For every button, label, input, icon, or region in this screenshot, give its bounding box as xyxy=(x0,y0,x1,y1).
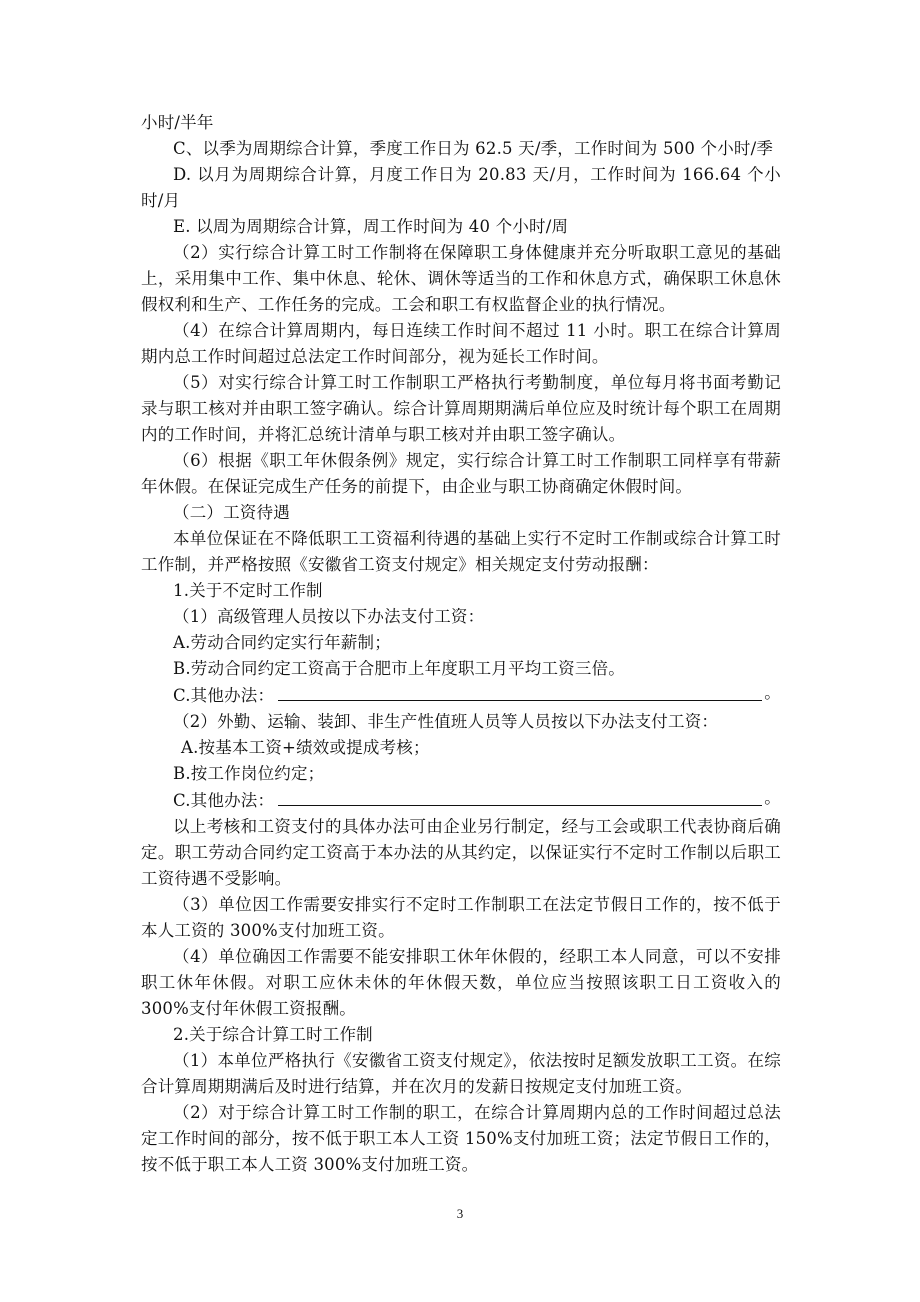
paragraph: C、以季为周期综合计算，季度工作日为 62.5 天/季，工作时间为 500 个小时/季 xyxy=(173,139,774,158)
paragraph: D. 以月为周期综合计算，月度工作日为 20.83 天/月，工作时间为 166.64 个小时/月 xyxy=(141,165,781,210)
paragraph: （2）外勤、运输、装卸、非生产性值班人员等人员按以下办法支付工资： xyxy=(173,712,719,731)
paragraph: （2）实行综合计算工时工作制将在保障职工身体健康并充分听取职工意见的基础上，采用集中工作、集中休息、轮休、调休等适当的工作和休息方式，确保职工休息休假权利和生产、工作任务的完成。工会和职工有权监督企业的执行情况。 xyxy=(141,243,781,314)
fill-in-line xyxy=(141,787,781,814)
paragraph: （4）在综合计算周期内，每日连续工作时间不超过 11 小时。职工在综合计算周期内总工作时间超过总法定工作时间部分，视为延长工作时间。 xyxy=(141,321,781,366)
paragraph: 以上考核和工资支付的具体办法可由企业另行制定，经与工会或职工代表协商后确定。职工劳动合同约定工资高于本办法的从其约定，以保证实行不定时工作制以后职工工资待遇不受影响。 xyxy=(141,817,781,888)
list-item: C.其他办法： xyxy=(173,791,275,810)
section-heading: （二）工资待遇 xyxy=(173,503,290,522)
fill-in-line xyxy=(141,682,781,709)
paragraph: （1）本单位严格执行《安徽省工资支付规定》，依法按时足额发放职工工资。在综合计算周期期满后及时进行结算，并在次月的发薪日按规定支付加班工资。 xyxy=(141,1051,781,1096)
subsection-heading: 2.关于综合计算工时工作制 xyxy=(173,1025,373,1044)
paragraph: （3）单位因工作需要安排实行不定时工作制职工在法定节假日工作的，按不低于本人工资的 300%支付加班工资。 xyxy=(141,895,781,940)
list-item: B.按工作岗位约定； xyxy=(173,764,325,783)
fill-in-blank: 。 xyxy=(278,787,779,806)
paragraph: （6）根据《职工年休假条例》规定，实行综合计算工时工作制职工同样享有带薪年休假。在保证完成生产任务的前提下，由企业与职工协商确定休假时间。 xyxy=(141,451,781,496)
list-item: C.其他办法： xyxy=(173,686,275,705)
paragraph: （4）单位确因工作需要不能安排职工休年休假的，经职工本人同意，可以不安排职工休年休假。对职工应休未休的年休假天数，单位应当按照该职工日工资收入的 300%支付年休假工资报酬。 xyxy=(141,947,781,1018)
page-number: 3 xyxy=(456,1206,464,1221)
document-body xyxy=(141,110,781,1178)
paragraph: 小时/半年 xyxy=(141,113,214,132)
list-item: A.按基本工资+绩效或提成考核； xyxy=(181,738,430,757)
paragraph: （1）高级管理人员按以下办法支付工资： xyxy=(173,607,485,626)
subsection-heading: 1.关于不定时工作制 xyxy=(173,581,323,600)
paragraph: E. 以周为周期综合计算，周工作时间为 40 个小时/周 xyxy=(173,217,569,236)
paragraph: 本单位保证在不降低职工工资福利待遇的基础上实行不定时工作制或综合计算工时工作制，并严格按照《安徽省工资支付规定》相关规定支付劳动报酬： xyxy=(141,529,781,574)
list-item: B.劳动合同约定工资高于合肥市上年度职工月平均工资三倍。 xyxy=(173,659,625,678)
list-item: A.劳动合同约定实行年薪制； xyxy=(173,633,391,652)
paragraph: （5）对实行综合计算工时工作制职工严格执行考勤制度，单位每月将书面考勤记录与职工核对并由职工签字确认。综合计算周期期满后单位应及时统计每个职工在周期内的工作时间，并将汇总统计清单与职工核对并由职工签字确认。 xyxy=(141,373,781,444)
fill-in-blank: 。 xyxy=(278,682,779,701)
paragraph: （2）对于综合计算工时工作制的职工，在综合计算周期内总的工作时间超过总法定工作时间的部分，按不低于职工本人工资 150%支付加班工资；法定节假日工作的，按不低于职工本人工资 300%支付加班工资。 xyxy=(141,1103,781,1174)
